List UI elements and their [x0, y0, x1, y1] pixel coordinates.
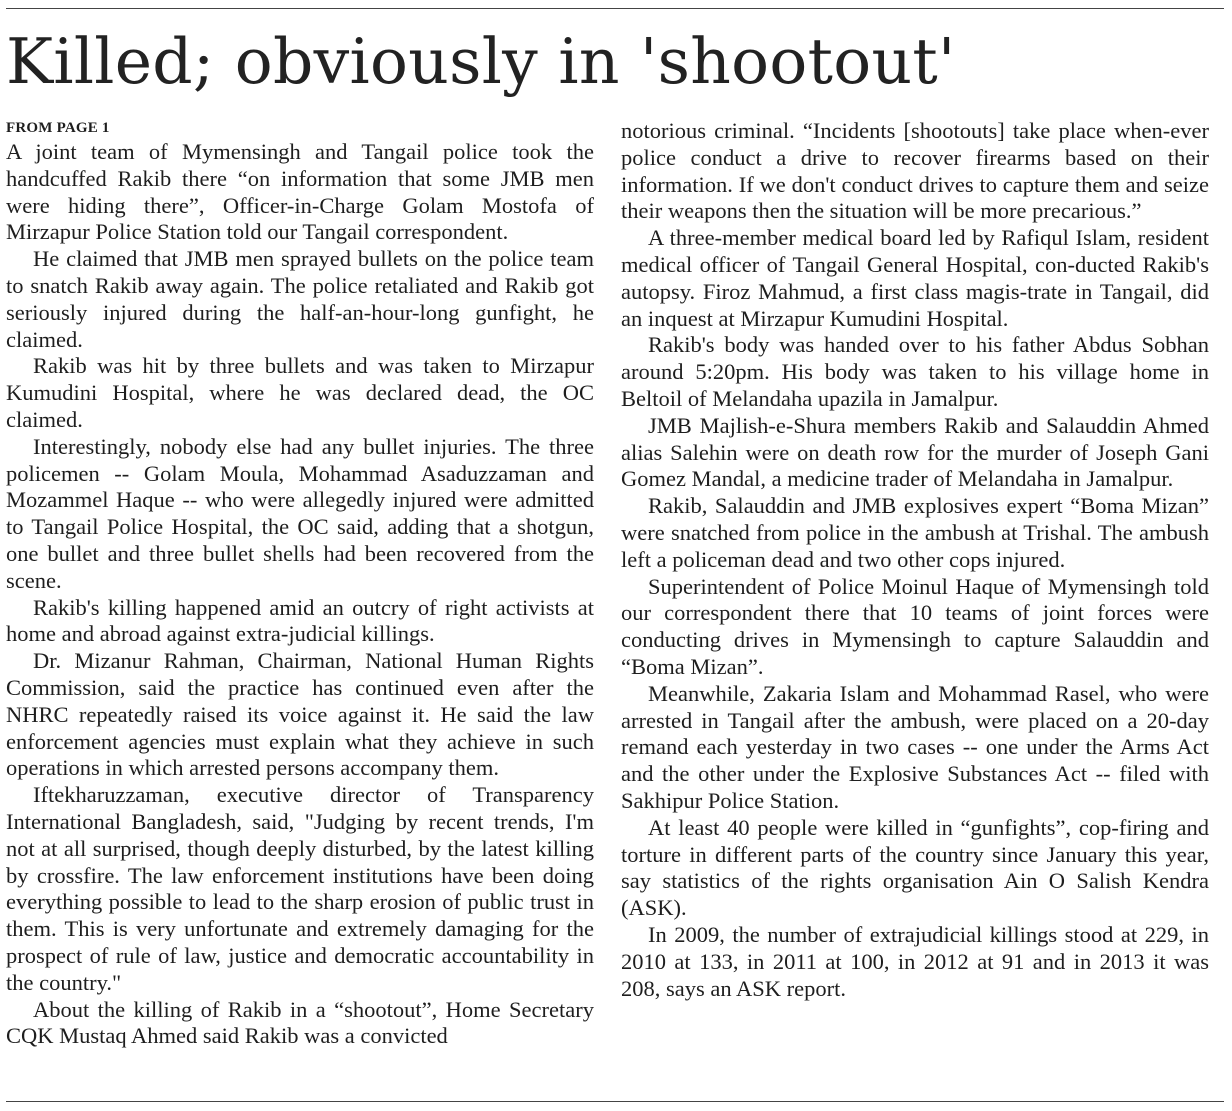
paragraph: Meanwhile, Zakaria Islam and Mohammad Rasel, who were arrested in Tangail after the ambush, were placed on a 20-day remand each yesterday in two cases -- one under the Arms Act and the other under the Explosive Substances Act -- filed with Sakhipur Police Station.: [621, 680, 1209, 813]
kicker: FROM PAGE 1: [6, 120, 110, 136]
paragraph: notorious criminal. “Incidents [shootouts] take place when-ever police conduct a drive to recover firearms based on their information. If we don't conduct drives to capture them and seize their weapons then the situation will be more precarious.”: [621, 118, 1209, 224]
paragraph: Iftekharuzzaman, executive director of Transparency International Bangladesh, said, "Judging by recent trends, I'm not at all surprised, though deeply disturbed, by the latest killing by crossfire. The law enforcement institutions have been doing everything possible to lead to the sharp erosion of public trust in them. This is very unfortunate and extremely damaging for the prospect of rule of law, justice and democratic accountability in the country.": [6, 782, 594, 995]
paragraph: About the killing of Rakib in a “shootout”, Home Secretary CQK Mustaq Ahmed said Rakib was a convicted: [6, 996, 594, 1049]
paragraph: Rakib, Salauddin and JMB explosives expert “Boma Mizan” were snatched from police in the ambush at Trishal. The ambush left a policeman dead and two other cops injured.: [621, 493, 1209, 572]
paragraph: Superintendent of Police Moinul Haque of Mymensingh told our correspondent there that 10 teams of joint forces were conducting drives in Mymensingh to capture Salauddin and “Boma Mizan”.: [621, 573, 1209, 679]
paragraph: Dr. Mizanur Rahman, Chairman, National Human Rights Commission, said the practice has continued even after the NHRC repeatedly raised its voice against it. He said the law enforcement agencies must explain what they achieve in such operations in which arrested persons accompany them.: [6, 648, 594, 781]
paragraph: Rakib's killing happened amid an outcry of right activists at home and abroad against extra-judicial killings.: [6, 594, 594, 647]
top-rule: [6, 8, 1224, 9]
paragraph: At least 40 people were killed in “gunfights”, cop-firing and torture in different parts of the country since January this year, say statistics of the rights organisation Ain O Salish Kendra (ASK).: [621, 814, 1209, 921]
paragraph: Rakib was hit by three bullets and was taken to Mirzapur Kumudini Hospital, where he was declared dead, the OC claimed.: [6, 353, 594, 432]
paragraph: JMB Majlish-e-Shura members Rakib and Salauddin Ahmed alias Salehin were on death row for the murder of Joseph Gani Gomez Mandal, a medicine trader of Melandaha in Jamalpur.: [621, 412, 1209, 492]
paragraph: In 2009, the number of extrajudicial killings stood at 229, in 2010 at 133, in 2011 at 100, in 2012 at 91 and in 2013 it was 208, says an ASK report.: [621, 921, 1209, 1001]
paragraph: A three-member medical board led by Rafiqul Islam, resident medical officer of Tangail General Hospital, con-ducted Rakib's autopsy. Firoz Mahmud, a first class magis-trate in Tangail, did an inquest at Mirzapur Kumudini Hospital.: [621, 225, 1209, 331]
paragraph: Rakib's body was handed over to his father Abdus Sobhan around 5:20pm. His body was taken to his village home in Beltoil of Melandaha upazila in Jamalpur.: [621, 332, 1209, 411]
right-column: [621, 118, 1209, 1002]
bottom-rule: [6, 1101, 1224, 1102]
paragraph: Interestingly, nobody else had any bullet injuries. The three policemen -- Golam Moula, Mohammad Asaduzzaman and Mozammel Haque -- who were allegedly injured were admitted to Tangail Police Hospital, the OC said, adding that a shotgun, one bullet and three bullet shells had been recovered from the scene.: [6, 433, 594, 593]
headline: Killed; obviously in 'shootout': [6, 25, 956, 98]
paragraph: He claimed that JMB men sprayed bullets on the police team to snatch Rakib away again. The police retaliated and Rakib got seriously injured during the half-an-hour-long gunfight, he claimed.: [6, 246, 594, 352]
paragraph: A joint team of Mymensingh and Tangail police took the handcuffed Rakib there “on information that some JMB men were hiding there”, Officer-in-Charge Golam Mostofa of Mirzapur Police Station told our Tangail correspondent.: [6, 139, 594, 245]
left-column: [6, 118, 594, 1050]
